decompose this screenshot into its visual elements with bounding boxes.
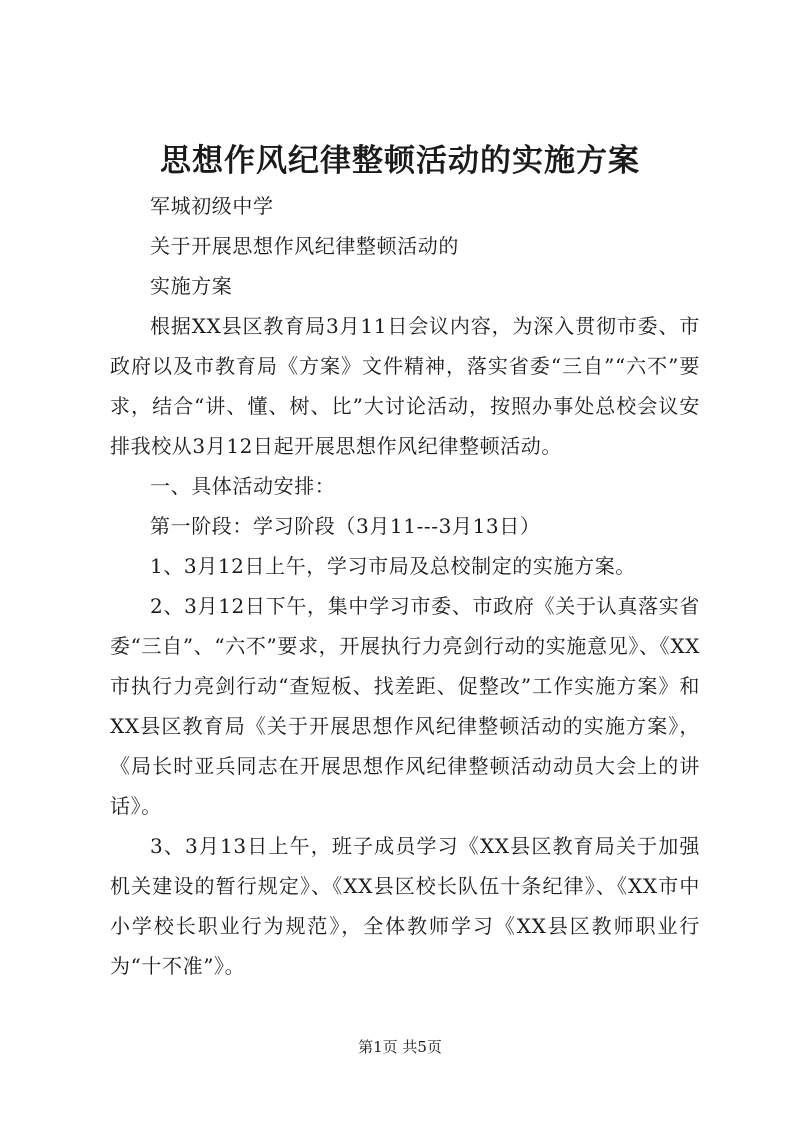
stage-heading: 第一阶段：学习阶段（3月11---3月13日） xyxy=(150,514,541,538)
paragraph-school-name: 军城初级中学 xyxy=(150,194,274,218)
paragraph-item-2: 2、3月12日下午，集中学习市委、市政府《关于认真落实省委“三自”、“六不”要求，开展执行力亮剑行动的实施意见》、《XX市执行力亮剑行动“查短板、找差距、促整改”工作实施方案》和XX县区教育局《关于开展思想作风纪律整顿活动的实施方案》，《局长时亚兵同志在开展思想作风纪律整顿活动动员大会上的讲话》。 xyxy=(110,594,700,818)
paragraph-item-3: 3、3月13日上午，班子成员学习《XX县区教育局关于加强机关建设的暂行规定》、《XX县区校长队伍十条纪律》、《XX市中小学校长职业行为规范》，全体教师学习《XX县区教师职业行为“十不准”》。 xyxy=(110,834,700,978)
document-body xyxy=(110,186,700,986)
document-title: 思想作风纪律整顿活动的实施方案 xyxy=(160,143,640,179)
paragraph-subtitle-line1: 关于开展思想作风纪律整顿活动的 xyxy=(150,234,459,258)
paragraph-item-1: 1、3月12日上午，学习市局及总校制定的实施方案。 xyxy=(150,554,636,578)
section-heading: 一、具体活动安排： xyxy=(150,474,336,498)
paragraph-subtitle-line2: 实施方案 xyxy=(150,274,233,298)
page-number: 第1页 共5页 xyxy=(358,1038,442,1056)
paragraph-intro: 根据XX县区教育局3月11日会议内容，为深入贯彻市委、市政府以及市教育局《方案》文件精神，落实省委“三自”“六不”要求，结合“讲、懂、树、比”大讨论活动，按照办事处总校会议安排我校从3月12日起开展思想作风纪律整顿活动。 xyxy=(110,314,700,458)
